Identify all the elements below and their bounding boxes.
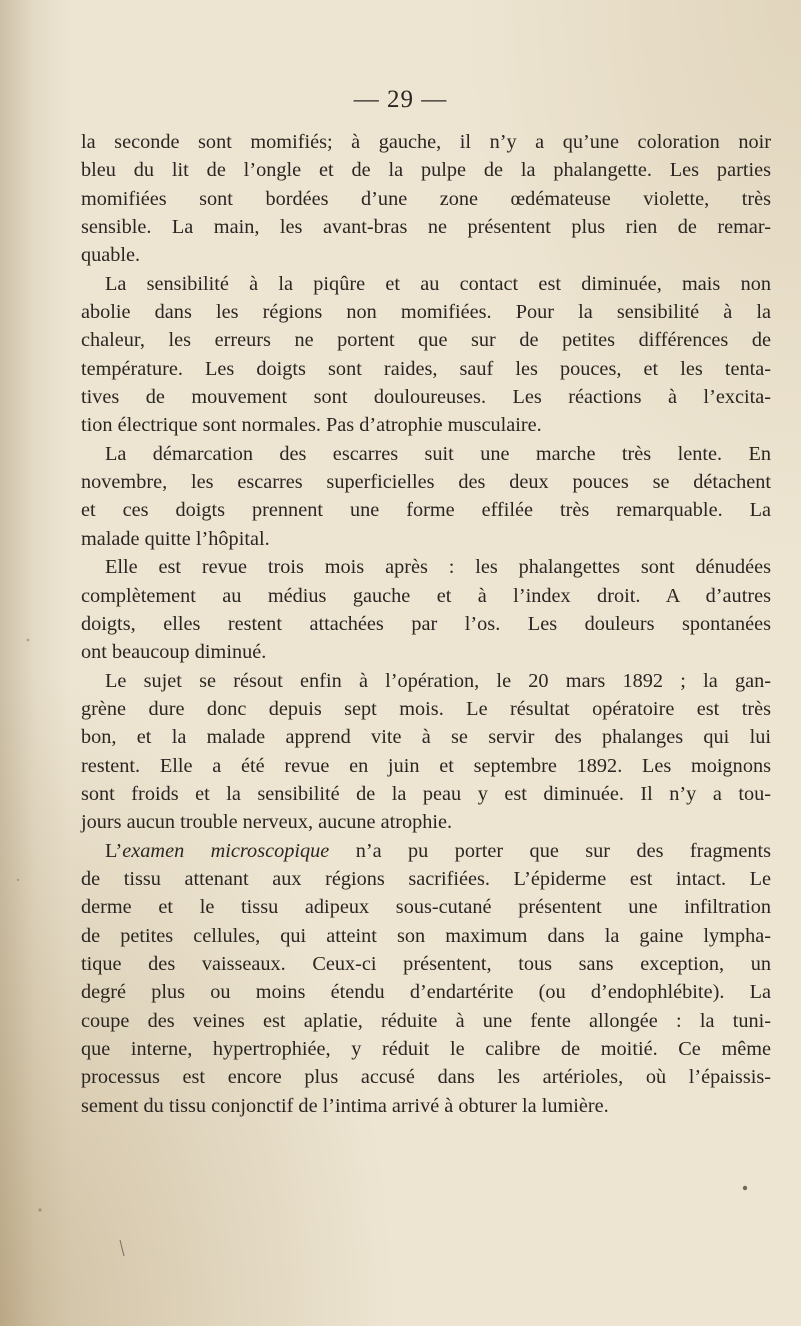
text-line: de tissu attenant aux régions sacrifiées. L’épiderme est intact. Le bbox=[81, 867, 771, 890]
text-line: la seconde sont momifiés; à gauche, il n’y a qu’une coloration noir bbox=[81, 131, 771, 153]
text-line: momifiées sont bordées d’une zone œdémateuse violette, très bbox=[81, 187, 771, 210]
lead-article: L’ bbox=[105, 839, 123, 862]
text-line: La sensibilité à la piqûre et au contact est diminuée, mais non bbox=[105, 272, 771, 295]
text-line: Le sujet se résout enfin à l’opération, le 20 mars 1892 ; la gan- bbox=[105, 669, 771, 692]
text-line: de petites cellules, qui atteint son maximum dans la gaine lympha- bbox=[81, 924, 771, 947]
paragraph-5 bbox=[81, 667, 771, 837]
text-line: derme et le tissu adipeux sous-cutané présentent une infiltration bbox=[81, 896, 771, 919]
paragraph-2 bbox=[81, 270, 771, 440]
text-line: jours aucun trouble nerveux, aucune atrophie. bbox=[81, 811, 453, 834]
text-line: La démarcation des escarres suit une marche très lente. En bbox=[105, 442, 771, 465]
text-line: complètement au médius gauche et à l’index droit. A d’autres bbox=[81, 584, 771, 607]
lead-rest: n’a pu porter que sur des fragments bbox=[329, 839, 771, 862]
text-line: sont froids et la sensibilité de la peau y est diminuée. Il n’y a tou- bbox=[81, 782, 771, 805]
text-line: bon, et la malade apprend vite à se servir des phalanges qui lui bbox=[81, 726, 771, 749]
text-line: coupe des veines est aplatie, réduite à une fente allongée : la tuni- bbox=[81, 1009, 771, 1032]
body-text bbox=[81, 128, 771, 1120]
text-line: quable. bbox=[81, 244, 141, 267]
text-line: tives de mouvement sont douloureuses. Les réactions à l’excita- bbox=[81, 386, 771, 409]
page-number: — 29 — bbox=[353, 86, 448, 113]
text-line: tion électrique sont normales. Pas d’atrophie musculaire. bbox=[81, 414, 542, 437]
text-line: température. Les doigts sont raides, sauf les pouces, et les tenta- bbox=[81, 357, 771, 380]
text-line: chaleur, les erreurs ne portent que sur de petites différences de bbox=[81, 329, 771, 352]
paragraph-3 bbox=[81, 440, 771, 553]
text-line: malade quitte l’hôpital. bbox=[81, 527, 270, 550]
text-line: sensible. La main, les avant-bras ne présentent plus rien de remar- bbox=[81, 216, 771, 239]
text-line: sement du tissu conjonctif de l’intima arrivé à obturer la lumière. bbox=[81, 1094, 609, 1117]
text-line: ont beaucoup diminué. bbox=[81, 641, 267, 664]
text-line: que interne, hypertrophiée, y réduit le calibre de moitié. Ce même bbox=[81, 1038, 771, 1060]
paragraph-4 bbox=[81, 553, 771, 666]
text-line: abolie dans les régions non momifiées. Pour la sensibilité à la bbox=[81, 301, 771, 324]
text-line: processus est encore plus accusé dans les artérioles, où l’épaissis- bbox=[81, 1066, 771, 1089]
text-line: Elle est revue trois mois après : les phalangettes sont dénudées bbox=[105, 556, 771, 579]
text-line: restent. Elle a été revue en juin et septembre 1892. Les moignons bbox=[81, 754, 771, 777]
text-line: novembre, les escarres superficielles des deux pouces se détachent bbox=[81, 471, 771, 494]
text-line: bleu du lit de l’ongle et de la pulpe de la phalangette. Les parties bbox=[81, 159, 771, 182]
text-line: degré plus ou moins étendu d’endartérite (ou d’endophlébite). La bbox=[81, 981, 771, 1004]
italic-term: examen microscopique bbox=[122, 839, 330, 862]
paragraph-1 bbox=[81, 128, 771, 270]
text-line: doigts, elles restent attachées par l’os. Les douleurs spontanées bbox=[81, 612, 771, 635]
paragraph-6 bbox=[81, 837, 771, 1120]
text-line: et ces doigts prennent une forme effilée très remarquable. La bbox=[81, 499, 771, 522]
text-line-rich bbox=[81, 837, 771, 865]
text-line: tique des vaisseaux. Ceux-ci présentent, tous sans exception, un bbox=[81, 952, 771, 975]
text-line: grène dure donc depuis sept mois. Le résultat opératoire est très bbox=[81, 697, 771, 720]
